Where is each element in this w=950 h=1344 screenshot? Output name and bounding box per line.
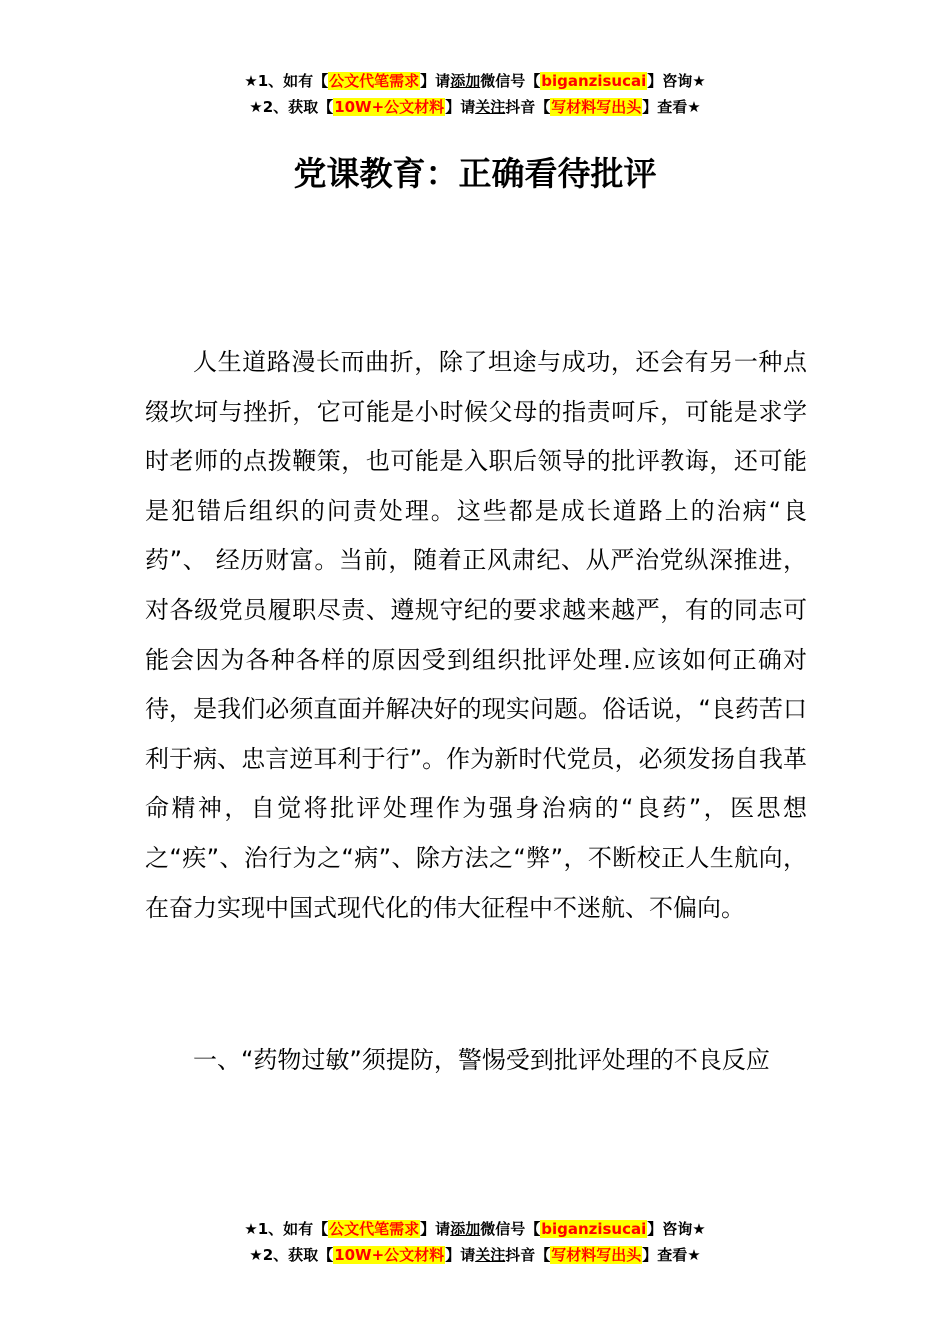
banner-text: 抖音【	[505, 1246, 551, 1264]
banner-highlight: biganzisucai	[541, 1220, 647, 1238]
banner-highlight: 10W+公文材料	[334, 1246, 445, 1264]
banner-text: 】请	[445, 98, 476, 116]
banner-line-2	[0, 1242, 950, 1268]
banner-highlight: 10W+公文材料	[334, 98, 445, 116]
header-banner	[0, 68, 950, 120]
banner-line-2	[0, 94, 950, 120]
body-paragraph: 人生道路漫长而曲折，除了坦途与成功，还会有另一种点缀坎坷与挫折，它可能是小时候父母的指责呵斥，可能是求学时老师的点拨鞭策，也可能是入职后领导的批评教诲，还可能是犯错后组织的问责处理。这些都是成长道路上的治病“良药”、 经历财富。当前，随着正风肃纪、从严治党纵深推进，对各级党员履职尽责、遵规守纪的要求越来越严，有的同志可能会因为各种各样的原因受到组织批评处理.应该如何正确对待，是我们必须直面并解决好的现实问题。俗话说，“良药苦口利于病、忠言逆耳利于行”。作为新时代党员，必须发扬自我革命精神，自觉将批评处理作为强身治病的“良药”，医思想之“疾”、治行为之“病”、除方法之“弊”，不断校正人生航向，在奋力实现中国式现代化的伟大征程中不迷航、不偏向。	[145, 348, 807, 922]
footer-banner	[0, 1216, 950, 1268]
banner-highlight: biganzisucai	[541, 72, 647, 90]
banner-text: ★2、获取【	[249, 98, 334, 116]
document-title: 党课教育：正确看待批评	[293, 154, 657, 193]
banner-line-1	[0, 68, 950, 94]
banner-highlight: 写材料写出头	[551, 1246, 642, 1264]
banner-text: 】查看★	[642, 1246, 701, 1264]
banner-text: 微信号【	[480, 72, 541, 90]
banner-underline: 关注	[475, 98, 506, 116]
banner-text: 微信号【	[480, 1220, 541, 1238]
banner-text: ★1、如有【	[244, 1220, 329, 1238]
banner-text: ★1、如有【	[244, 72, 329, 90]
banner-text: 抖音【	[505, 98, 551, 116]
banner-text: 】请	[445, 1246, 476, 1264]
banner-underline: 关注	[475, 1246, 506, 1264]
banner-underline: 添加	[450, 72, 481, 90]
section-heading: 一、“药物过敏”须提防，警惕受到批评处理的不良反应	[193, 1046, 770, 1074]
banner-highlight: 公文代笔需求	[329, 72, 420, 90]
banner-underline: 添加	[450, 1220, 481, 1238]
banner-text: 】咨询★	[647, 72, 706, 90]
banner-line-1	[0, 1216, 950, 1242]
banner-text: 】查看★	[642, 98, 701, 116]
banner-highlight: 公文代笔需求	[329, 1220, 420, 1238]
banner-highlight: 写材料写出头	[551, 98, 642, 116]
banner-text: 】咨询★	[647, 1220, 706, 1238]
banner-text: 】请	[420, 72, 451, 90]
banner-text: 】请	[420, 1220, 451, 1238]
banner-text: ★2、获取【	[249, 1246, 334, 1264]
